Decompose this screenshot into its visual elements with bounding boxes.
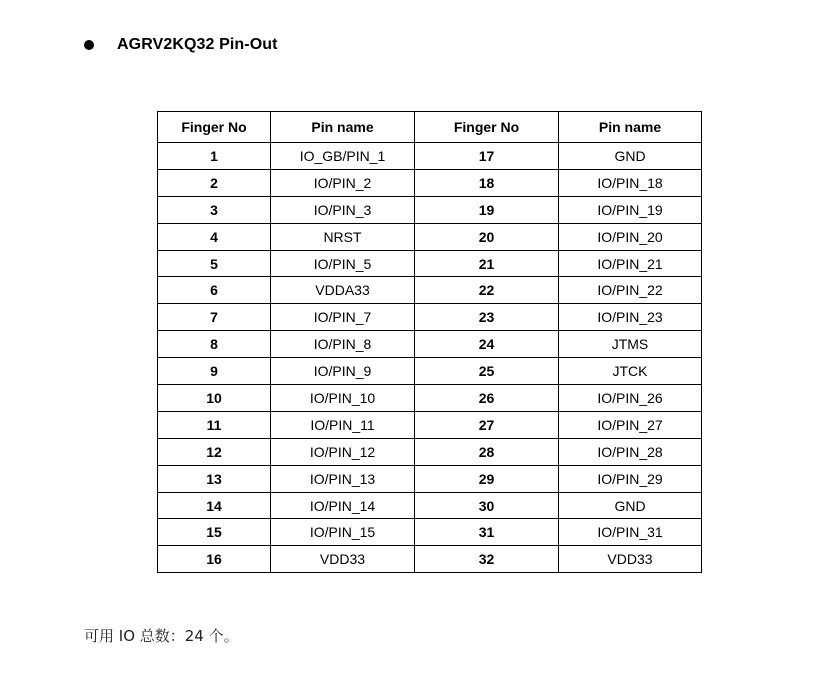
pin-name-cell: IO/PIN_3 <box>271 196 415 223</box>
table-row <box>158 169 702 196</box>
finger-no-cell: 13 <box>158 465 271 492</box>
section-title: AGRV2KQ32 Pin-Out <box>117 36 278 53</box>
finger-no-cell: 29 <box>415 465 559 492</box>
table-header-row <box>158 112 702 143</box>
table-row <box>158 358 702 385</box>
table-row <box>158 143 702 170</box>
finger-no-cell: 4 <box>158 223 271 250</box>
table-row <box>158 385 702 412</box>
finger-no-cell: 11 <box>158 411 271 438</box>
finger-no-cell: 25 <box>415 358 559 385</box>
table-row <box>158 304 702 331</box>
finger-no-cell: 5 <box>158 250 271 277</box>
pin-name-cell: IO/PIN_10 <box>271 385 415 412</box>
table-row <box>158 411 702 438</box>
finger-no-cell: 18 <box>415 169 559 196</box>
pin-name-cell: IO/PIN_28 <box>559 438 702 465</box>
pin-name-cell: IO/PIN_15 <box>271 519 415 546</box>
pin-name-cell: IO/PIN_31 <box>559 519 702 546</box>
finger-no-cell: 22 <box>415 277 559 304</box>
finger-no-cell: 20 <box>415 223 559 250</box>
pin-name-cell: IO_GB/PIN_1 <box>271 143 415 170</box>
table-body <box>158 143 702 573</box>
pin-name-cell: GND <box>559 143 702 170</box>
pin-name-cell: VDDA33 <box>271 277 415 304</box>
finger-no-cell: 21 <box>415 250 559 277</box>
pin-name-cell: JTMS <box>559 331 702 358</box>
pin-name-cell: IO/PIN_26 <box>559 385 702 412</box>
pin-name-cell: IO/PIN_22 <box>559 277 702 304</box>
finger-no-cell: 7 <box>158 304 271 331</box>
bullet-icon <box>84 40 94 50</box>
finger-no-cell: 8 <box>158 331 271 358</box>
pin-name-cell: IO/PIN_21 <box>559 250 702 277</box>
section-heading <box>84 33 278 57</box>
finger-no-cell: 23 <box>415 304 559 331</box>
finger-no-cell: 14 <box>158 492 271 519</box>
pin-name-cell: IO/PIN_29 <box>559 465 702 492</box>
finger-no-cell: 1 <box>158 143 271 170</box>
pin-name-cell: VDD33 <box>271 546 415 573</box>
finger-no-cell: 31 <box>415 519 559 546</box>
table-row <box>158 492 702 519</box>
pin-name-cell: GND <box>559 492 702 519</box>
finger-no-cell: 3 <box>158 196 271 223</box>
table-row <box>158 277 702 304</box>
finger-no-cell: 32 <box>415 546 559 573</box>
table-row <box>158 438 702 465</box>
pin-name-cell: IO/PIN_23 <box>559 304 702 331</box>
finger-no-cell: 26 <box>415 385 559 412</box>
table-row <box>158 546 702 573</box>
io-count-note: 可用 IO 总数：24 个。 <box>84 627 239 645</box>
pin-name-cell: IO/PIN_2 <box>271 169 415 196</box>
finger-no-cell: 6 <box>158 277 271 304</box>
finger-no-cell: 30 <box>415 492 559 519</box>
pin-name-cell: NRST <box>271 223 415 250</box>
finger-no-cell: 19 <box>415 196 559 223</box>
header-pin-name: Pin name <box>271 112 415 143</box>
finger-no-cell: 9 <box>158 358 271 385</box>
header-finger-no: Finger No <box>415 112 559 143</box>
pin-name-cell: IO/PIN_27 <box>559 411 702 438</box>
pin-name-cell: JTCK <box>559 358 702 385</box>
pin-name-cell: IO/PIN_18 <box>559 169 702 196</box>
pin-name-cell: IO/PIN_8 <box>271 331 415 358</box>
header-pin-name: Pin name <box>559 112 702 143</box>
finger-no-cell: 27 <box>415 411 559 438</box>
table-row <box>158 250 702 277</box>
table-row <box>158 223 702 250</box>
pin-name-cell: IO/PIN_19 <box>559 196 702 223</box>
pin-name-cell: IO/PIN_7 <box>271 304 415 331</box>
pin-name-cell: IO/PIN_11 <box>271 411 415 438</box>
finger-no-cell: 28 <box>415 438 559 465</box>
finger-no-cell: 10 <box>158 385 271 412</box>
table-row <box>158 465 702 492</box>
pin-name-cell: IO/PIN_20 <box>559 223 702 250</box>
pin-name-cell: IO/PIN_14 <box>271 492 415 519</box>
finger-no-cell: 15 <box>158 519 271 546</box>
pin-name-cell: IO/PIN_5 <box>271 250 415 277</box>
pin-name-cell: IO/PIN_13 <box>271 465 415 492</box>
table-row <box>158 196 702 223</box>
finger-no-cell: 12 <box>158 438 271 465</box>
table-row <box>158 519 702 546</box>
pin-name-cell: IO/PIN_9 <box>271 358 415 385</box>
finger-no-cell: 17 <box>415 143 559 170</box>
pin-name-cell: IO/PIN_12 <box>271 438 415 465</box>
header-finger-no: Finger No <box>158 112 271 143</box>
pinout-table <box>157 111 702 573</box>
finger-no-cell: 24 <box>415 331 559 358</box>
table-row <box>158 331 702 358</box>
finger-no-cell: 16 <box>158 546 271 573</box>
finger-no-cell: 2 <box>158 169 271 196</box>
pin-name-cell: VDD33 <box>559 546 702 573</box>
